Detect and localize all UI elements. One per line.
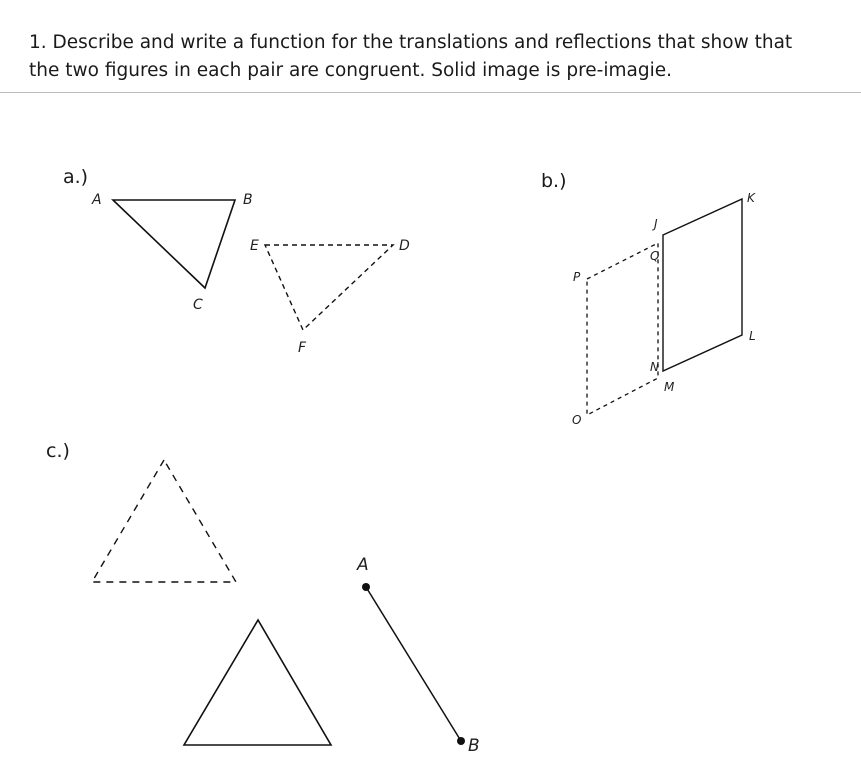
vertex-b-label: B — [243, 192, 253, 208]
parallelogram-jklm — [663, 199, 742, 371]
vertex-e-label: E — [250, 238, 259, 254]
vertex-m-label: M — [664, 380, 675, 394]
segment-ab — [366, 587, 461, 741]
parallelogram-nopq — [587, 243, 658, 415]
part-b-label: b.) — [541, 170, 567, 192]
vertex-o-label: O — [572, 413, 582, 427]
part-c-figure — [92, 460, 480, 756]
vertex-q-label: Q — [650, 249, 660, 263]
vertex-p-label: P — [573, 270, 581, 284]
point-a-dot — [362, 583, 370, 591]
point-b-label: B — [468, 736, 480, 756]
point-a-label: A — [357, 555, 369, 575]
triangle-abc — [113, 200, 235, 288]
question-line-2: the two figures in each pair are congruent. Solid image is pre-imagie. — [29, 60, 672, 81]
triangle-def — [265, 245, 393, 330]
point-b-dot — [457, 737, 465, 745]
vertex-j-label: J — [654, 217, 658, 231]
vertex-k-label: K — [747, 191, 755, 205]
vertex-l-label: L — [749, 329, 756, 343]
triangle-dashed — [92, 460, 236, 582]
part-b-figure — [572, 191, 756, 427]
triangle-solid — [184, 620, 331, 745]
vertex-c-label: C — [193, 297, 203, 313]
question-line-1: 1. Describe and write a function for the translations and reflections that show that — [29, 32, 793, 53]
vertex-a-label: A — [92, 192, 102, 208]
part-a-label: a.) — [63, 166, 89, 188]
vertex-d-label: D — [399, 238, 410, 254]
part-c-label: c.) — [46, 440, 70, 462]
vertex-n-label: N — [650, 360, 659, 374]
vertex-f-label: F — [298, 340, 307, 356]
part-a-figure — [91, 192, 410, 356]
